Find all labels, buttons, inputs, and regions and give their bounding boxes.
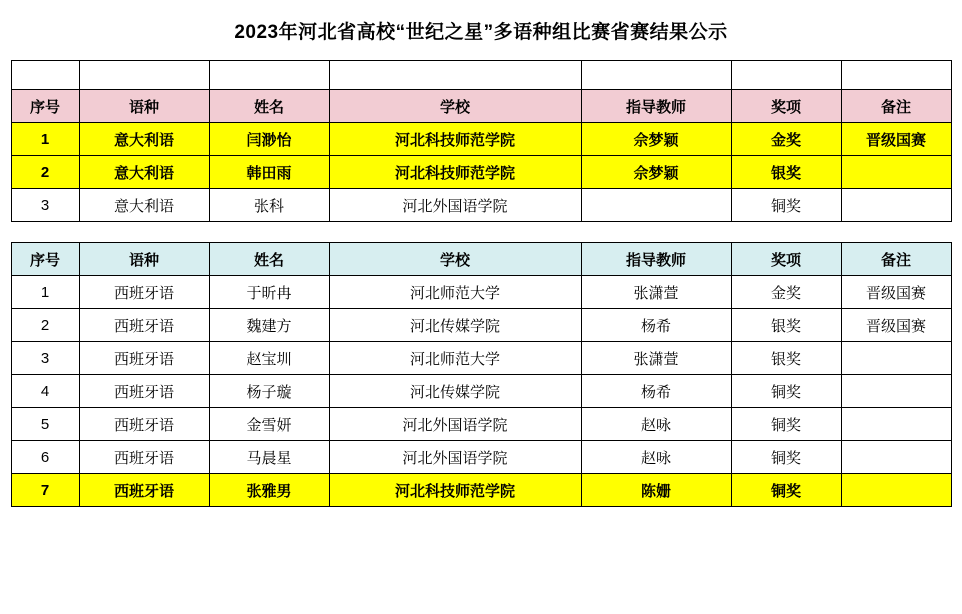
blank-cell xyxy=(11,61,79,90)
cell-name: 赵宝圳 xyxy=(209,342,329,375)
cell-school: 河北外国语学院 xyxy=(329,441,581,474)
cell-index: 7 xyxy=(11,474,79,507)
table-row xyxy=(11,156,951,189)
table-header-spanish xyxy=(11,243,951,276)
cell-index: 2 xyxy=(11,156,79,189)
column-header-language: 语种 xyxy=(79,243,209,276)
cell-language: 西班牙语 xyxy=(79,276,209,309)
cell-language: 西班牙语 xyxy=(79,309,209,342)
cell-teacher: 赵咏 xyxy=(581,441,731,474)
cell-index: 1 xyxy=(11,276,79,309)
cell-language: 西班牙语 xyxy=(79,375,209,408)
cell-remark xyxy=(841,441,951,474)
column-header-teacher: 指导教师 xyxy=(581,90,731,123)
cell-language: 西班牙语 xyxy=(79,441,209,474)
cell-name: 张科 xyxy=(209,189,329,222)
cell-remark: 晋级国赛 xyxy=(841,276,951,309)
table-row xyxy=(11,309,951,342)
cell-language: 意大利语 xyxy=(79,123,209,156)
column-header-school: 学校 xyxy=(329,90,581,123)
cell-language: 意大利语 xyxy=(79,189,209,222)
cell-index: 3 xyxy=(11,189,79,222)
column-header-award: 奖项 xyxy=(731,243,841,276)
cell-index: 2 xyxy=(11,309,79,342)
cell-language: 西班牙语 xyxy=(79,474,209,507)
cell-language: 西班牙语 xyxy=(79,342,209,375)
table-row xyxy=(11,474,951,507)
column-header-teacher: 指导教师 xyxy=(581,243,731,276)
cell-school: 河北传媒学院 xyxy=(329,375,581,408)
cell-name: 于昕冉 xyxy=(209,276,329,309)
cell-award: 金奖 xyxy=(731,276,841,309)
cell-award: 铜奖 xyxy=(731,375,841,408)
cell-remark xyxy=(841,375,951,408)
cell-index: 3 xyxy=(11,342,79,375)
cell-index: 6 xyxy=(11,441,79,474)
section-gap xyxy=(11,222,951,243)
cell-remark: 晋级国赛 xyxy=(841,123,951,156)
gap-cell xyxy=(11,222,951,243)
cell-teacher: 杨希 xyxy=(581,309,731,342)
table-row xyxy=(11,375,951,408)
cell-language: 意大利语 xyxy=(79,156,209,189)
column-header-award: 奖项 xyxy=(731,90,841,123)
cell-award: 铜奖 xyxy=(731,441,841,474)
cell-award: 银奖 xyxy=(731,156,841,189)
cell-remark xyxy=(841,156,951,189)
cell-name: 张雅男 xyxy=(209,474,329,507)
cell-school: 河北外国语学院 xyxy=(329,408,581,441)
blank-cell xyxy=(731,61,841,90)
cell-school: 河北科技师范学院 xyxy=(329,474,581,507)
column-header-language: 语种 xyxy=(79,90,209,123)
cell-award: 银奖 xyxy=(731,342,841,375)
table-row xyxy=(11,276,951,309)
cell-name: 马晨星 xyxy=(209,441,329,474)
table-row xyxy=(11,189,951,222)
table-row xyxy=(11,342,951,375)
cell-school: 河北科技师范学院 xyxy=(329,156,581,189)
cell-teacher: 赵咏 xyxy=(581,408,731,441)
blank-cell xyxy=(79,61,209,90)
cell-remark xyxy=(841,342,951,375)
cell-language: 西班牙语 xyxy=(79,408,209,441)
cell-name: 闫渺怡 xyxy=(209,123,329,156)
cell-index: 1 xyxy=(11,123,79,156)
sheet-body xyxy=(11,61,951,507)
table-header-italian xyxy=(11,90,951,123)
column-header-index: 序号 xyxy=(11,90,79,123)
cell-school: 河北师范大学 xyxy=(329,342,581,375)
column-header-school: 学校 xyxy=(329,243,581,276)
cell-school: 河北师范大学 xyxy=(329,276,581,309)
cell-school: 河北外国语学院 xyxy=(329,189,581,222)
cell-award: 金奖 xyxy=(731,123,841,156)
table-row xyxy=(11,441,951,474)
column-header-name: 姓名 xyxy=(209,90,329,123)
column-header-index: 序号 xyxy=(11,243,79,276)
blank-row xyxy=(11,61,951,90)
cell-teacher: 张潇萱 xyxy=(581,276,731,309)
cell-school: 河北科技师范学院 xyxy=(329,123,581,156)
blank-cell xyxy=(841,61,951,90)
cell-award: 银奖 xyxy=(731,309,841,342)
cell-teacher xyxy=(581,189,731,222)
cell-teacher: 张潇萱 xyxy=(581,342,731,375)
cell-index: 5 xyxy=(11,408,79,441)
cell-name: 韩田雨 xyxy=(209,156,329,189)
cell-award: 铜奖 xyxy=(731,189,841,222)
blank-cell xyxy=(209,61,329,90)
table-row xyxy=(11,123,951,156)
cell-index: 4 xyxy=(11,375,79,408)
cell-name: 魏建方 xyxy=(209,309,329,342)
cell-award: 铜奖 xyxy=(731,408,841,441)
cell-school: 河北传媒学院 xyxy=(329,309,581,342)
page-title: 2023年河北省高校“世纪之星”多语种组比赛省赛结果公示 xyxy=(234,22,728,43)
column-header-name: 姓名 xyxy=(209,243,329,276)
table-row xyxy=(11,408,951,441)
cell-teacher: 陈姗 xyxy=(581,474,731,507)
cell-remark: 晋级国赛 xyxy=(841,309,951,342)
cell-remark xyxy=(841,474,951,507)
column-header-remark: 备注 xyxy=(841,243,951,276)
blank-cell xyxy=(329,61,581,90)
column-header-remark: 备注 xyxy=(841,90,951,123)
cell-name: 杨子璇 xyxy=(209,375,329,408)
cell-name: 金雪妍 xyxy=(209,408,329,441)
cell-remark xyxy=(841,408,951,441)
cell-award: 铜奖 xyxy=(731,474,841,507)
cell-teacher: 佘梦颖 xyxy=(581,156,731,189)
cell-teacher: 佘梦颖 xyxy=(581,123,731,156)
cell-remark xyxy=(841,189,951,222)
blank-cell xyxy=(581,61,731,90)
results-sheet xyxy=(11,60,952,507)
cell-teacher: 杨希 xyxy=(581,375,731,408)
